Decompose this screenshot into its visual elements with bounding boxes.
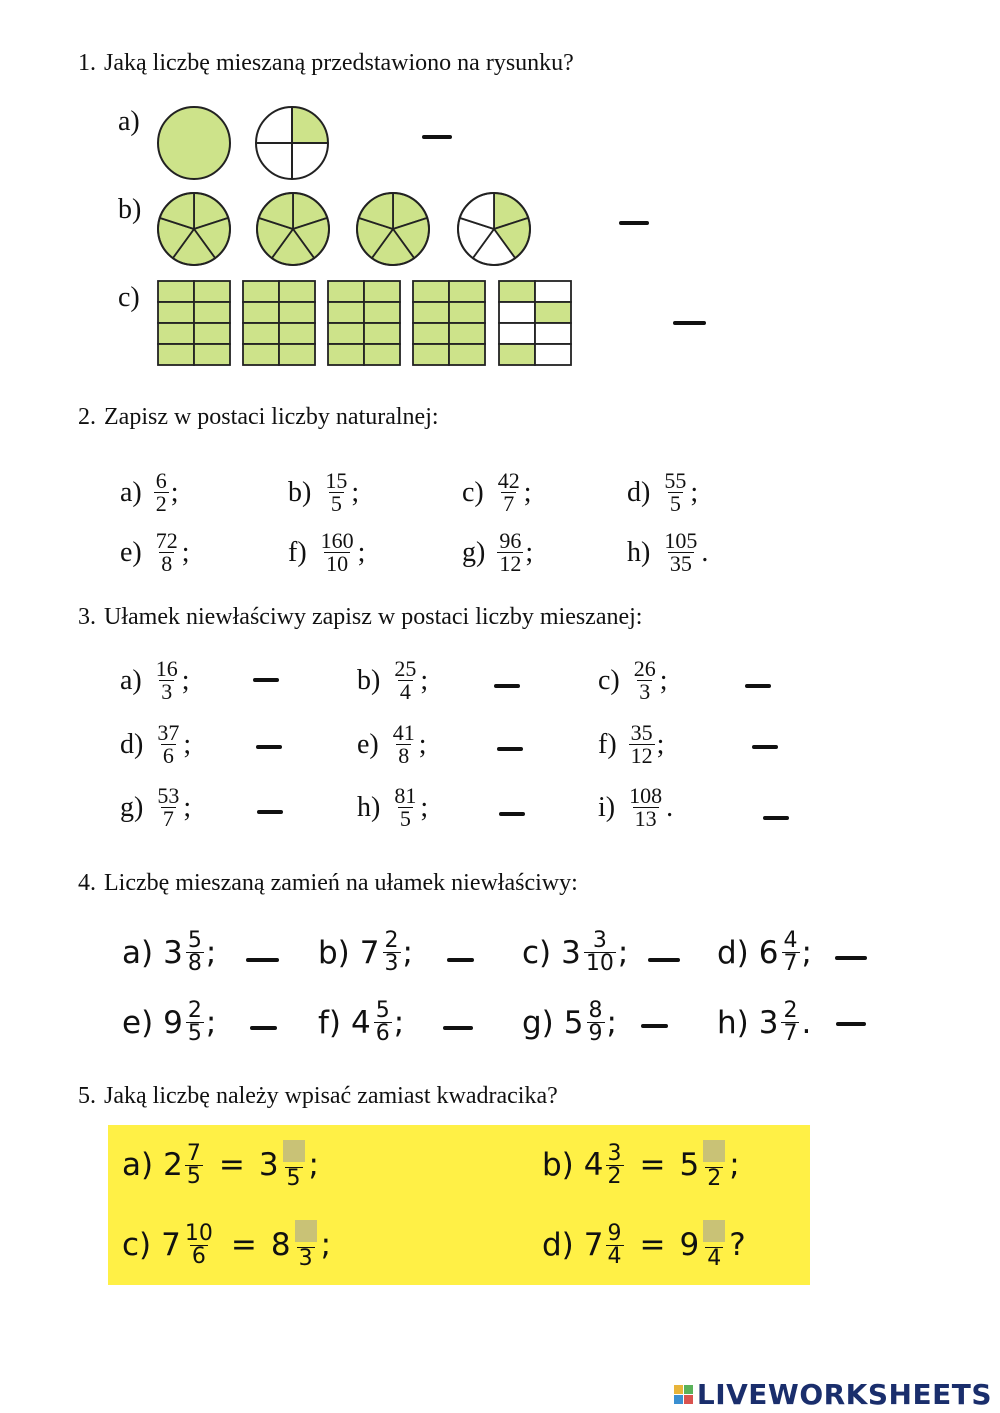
q5-item-end: ? — [729, 1227, 746, 1263]
q2-item-end: ; — [525, 536, 534, 568]
q2-item-numerator: 105 — [664, 528, 698, 553]
q3-item-letter: e) — [357, 728, 379, 760]
q5-item-fraction — [183, 1220, 215, 1269]
q3-item-denominator: 6 — [162, 743, 174, 768]
q5-missing-square-input[interactable] — [295, 1220, 317, 1242]
question-4-title: 4. Liczbę mieszaną zamień na ułamek niewłaściwy: — [78, 870, 578, 896]
q3-item-g — [120, 785, 191, 830]
q2-item-fraction — [497, 530, 523, 575]
q2-item-fraction — [662, 470, 688, 515]
q1-label-c: c) — [118, 282, 140, 313]
q5-missing-square-input[interactable] — [283, 1140, 305, 1162]
q4-item-letter: f) — [318, 1004, 342, 1041]
q5-item-denominator: 4 — [607, 1243, 622, 1269]
q4-item-fraction — [781, 1000, 799, 1045]
q5-item-missing-numerator — [281, 1140, 307, 1167]
q3-item-denominator: 5 — [399, 806, 411, 831]
q5-item-end: ; — [308, 1147, 319, 1183]
q3-item-end: ; — [418, 728, 427, 760]
q4-item-denominator: 7 — [783, 951, 798, 976]
q4-item-end: ; — [393, 1004, 405, 1041]
q1a-full-circle — [158, 107, 230, 179]
q4-item-letter: e) — [122, 1004, 154, 1041]
q5-item-equals: = — [639, 1227, 666, 1263]
q2-item-h — [627, 530, 708, 575]
q3-item-letter: g) — [120, 791, 144, 823]
q2-item-fraction — [154, 530, 180, 575]
q4-item-denominator: 10 — [585, 951, 614, 976]
liveworksheets-logo-icon — [674, 1385, 693, 1404]
q2-item-fraction — [154, 470, 169, 515]
q4-item-end: . — [801, 1004, 812, 1041]
q3-item-letter: h) — [357, 791, 381, 823]
q4-answer-blank-d[interactable] — [835, 956, 867, 960]
q3-item-denominator: 7 — [162, 806, 174, 831]
q4-answer-blank-b[interactable] — [447, 958, 474, 962]
q2-item-fraction — [496, 470, 522, 515]
q5-item-missing-numerator — [701, 1140, 727, 1167]
q5-item-b — [542, 1140, 740, 1190]
q3-item-denominator: 3 — [161, 679, 173, 704]
q1c-rectangles — [158, 281, 571, 365]
q3-answer-blank-a[interactable] — [253, 678, 279, 682]
q4-answer-blank-c[interactable] — [648, 958, 680, 962]
q2-item-end: . — [701, 536, 709, 568]
q2-item-end: ; — [181, 536, 190, 568]
q3-item-end: ; — [420, 664, 429, 696]
q4-item-b — [318, 930, 413, 975]
q2-item-end: ; — [351, 476, 360, 508]
q2-item-end: ; — [170, 476, 179, 508]
q2-item-numerator: 96 — [499, 528, 522, 553]
q3-item-denominator: 8 — [398, 743, 410, 768]
q3-item-letter: c) — [598, 664, 620, 696]
q4-item-letter: d) — [717, 934, 749, 971]
q5-item-result-fraction — [293, 1220, 319, 1270]
q2-item-numerator: 55 — [664, 468, 687, 493]
q3-item-numerator: 41 — [392, 720, 415, 745]
q4-item-letter: b) — [318, 934, 350, 971]
q5-item-result-denominator: 3 — [298, 1246, 313, 1271]
q5-item-letter: d) — [542, 1227, 574, 1263]
q3-item-fraction — [632, 658, 658, 703]
liveworksheets-logo: LIVEWORKSHEETS — [674, 1378, 992, 1411]
q4-item-numerator: 8 — [588, 998, 603, 1023]
q4-item-whole: 3 — [163, 934, 183, 971]
q2-item-letter: f) — [288, 536, 307, 568]
question-1-title: 1. Jaką liczbę mieszaną przedstawiono na rysunku? — [78, 50, 574, 76]
q1c-rect-1 — [158, 281, 230, 365]
q3-answer-blank-e[interactable] — [497, 747, 523, 751]
q3-item-end: ; — [183, 728, 192, 760]
q2-item-f — [288, 530, 365, 575]
q3-item-d — [120, 722, 191, 767]
q5-item-d — [542, 1220, 746, 1270]
q3-item-numerator: 37 — [157, 720, 180, 745]
q5-item-denominator: 5 — [186, 1163, 201, 1189]
q2-item-denominator: 7 — [503, 491, 515, 516]
q3-item-denominator: 13 — [634, 806, 657, 831]
q5-item-end: ; — [729, 1147, 740, 1183]
q1c-answer-blank[interactable] — [673, 321, 706, 325]
q3-item-fraction — [155, 785, 181, 830]
q1b-circle-2 — [257, 193, 329, 265]
q5-item-whole: 7 — [161, 1227, 181, 1263]
q3-item-a — [120, 658, 190, 703]
q5-item-denominator: 6 — [191, 1243, 206, 1269]
q4-item-g — [522, 1000, 617, 1045]
q5-item-letter: c) — [122, 1227, 152, 1263]
q5-item-whole: 4 — [583, 1147, 604, 1183]
q1b-circle-1 — [158, 193, 230, 265]
q3-item-fraction — [392, 785, 418, 830]
q4-item-fraction — [186, 930, 204, 975]
q2-item-numerator: 15 — [325, 468, 348, 493]
q2-item-letter: e) — [120, 536, 142, 568]
q5-item-equals: = — [230, 1227, 257, 1263]
q1a-quarter-circle — [256, 107, 328, 179]
q5-item-numerator: 10 — [184, 1220, 213, 1246]
q4-item-fraction — [383, 930, 401, 975]
q3-item-end: ; — [659, 664, 668, 696]
q2-item-letter: g) — [462, 536, 486, 568]
q4-item-end: ; — [205, 934, 217, 971]
q4-item-whole: 5 — [563, 1004, 584, 1041]
q3-item-b — [357, 658, 428, 703]
q5-missing-square-input[interactable] — [703, 1140, 725, 1162]
q3-item-fraction — [392, 658, 418, 703]
q3-item-fraction — [154, 658, 180, 703]
q2-item-a — [120, 470, 179, 515]
q3-answer-blank-c[interactable] — [745, 684, 771, 688]
q3-item-h — [357, 785, 428, 830]
q3-item-numerator: 26 — [633, 656, 656, 681]
q5-item-numerator: 7 — [186, 1140, 201, 1166]
q2-item-denominator: 35 — [669, 551, 692, 576]
q5-item-numerator: 9 — [607, 1220, 622, 1246]
q3-item-denominator: 3 — [639, 679, 651, 704]
q3-item-fraction — [155, 722, 181, 767]
q5-item-result-whole: 3 — [258, 1147, 279, 1183]
q3-answer-blank-h[interactable] — [499, 812, 525, 816]
q1c-rect-5 — [499, 281, 571, 365]
q4-item-whole: 9 — [163, 1004, 183, 1041]
q1-figures — [0, 0, 1000, 380]
q2-item-end: ; — [690, 476, 699, 508]
q2-item-g — [462, 530, 533, 575]
q5-missing-square-input[interactable] — [703, 1220, 725, 1242]
q5-item-whole: 2 — [163, 1147, 183, 1183]
q2-item-letter: h) — [627, 536, 651, 568]
q5-item-result-whole: 8 — [270, 1227, 291, 1263]
q5-item-letter: a) — [122, 1147, 154, 1183]
q3-item-letter: d) — [120, 728, 144, 760]
q4-item-numerator: 4 — [783, 928, 798, 953]
q2-item-denominator: 12 — [499, 551, 522, 576]
q5-item-denominator: 2 — [607, 1163, 622, 1189]
q3-answer-blank-b[interactable] — [494, 684, 520, 688]
q5-item-whole: 7 — [583, 1227, 604, 1263]
q2-item-fraction — [323, 470, 349, 515]
q3-item-fraction — [629, 722, 655, 767]
q2-item-numerator: 6 — [155, 468, 167, 493]
q4-item-fraction — [782, 930, 800, 975]
q4-item-numerator: 2 — [783, 998, 798, 1023]
q1c-rect-3 — [328, 281, 400, 365]
q3-item-end: ; — [183, 791, 192, 823]
q2-item-b — [288, 470, 359, 515]
q3-item-fraction — [391, 722, 417, 767]
q2-item-c — [462, 470, 532, 515]
q5-item-result-denominator: 2 — [707, 1166, 722, 1191]
q4-item-whole: 3 — [561, 934, 581, 971]
q2-item-numerator: 42 — [497, 468, 520, 493]
question-3-title: 3. Ułamek niewłaściwy zapisz w postaci liczby mieszanej: — [78, 604, 643, 630]
q5-item-result-denominator: 5 — [286, 1166, 301, 1191]
q5-item-missing-numerator — [293, 1220, 319, 1247]
q3-item-letter: f) — [598, 728, 617, 760]
q4-item-whole: 7 — [359, 934, 380, 971]
q4-item-denominator: 7 — [783, 1021, 798, 1046]
q4-item-fraction — [584, 930, 616, 975]
q4-item-denominator: 9 — [588, 1021, 603, 1046]
q4-answer-blank-e[interactable] — [250, 1026, 277, 1030]
q4-item-denominator: 8 — [187, 951, 202, 976]
q4-item-end: ; — [801, 934, 812, 971]
q4-answer-blank-f[interactable] — [443, 1026, 473, 1030]
q4-item-h — [717, 1000, 811, 1045]
q5-item-fraction — [606, 1140, 624, 1189]
q2-item-letter: d) — [627, 476, 651, 508]
q3-item-f — [598, 722, 664, 767]
q2-item-letter: c) — [462, 476, 484, 508]
q1b-pentagon-circles — [158, 193, 530, 265]
q5-item-result-fraction — [701, 1220, 727, 1270]
q4-item-letter: a) — [122, 934, 154, 971]
q4-item-a — [122, 930, 216, 975]
q3-item-numerator: 16 — [155, 656, 178, 681]
q3-item-numerator: 25 — [394, 656, 417, 681]
q5-item-result-denominator: 4 — [707, 1246, 722, 1271]
q4-item-end: ; — [402, 934, 413, 971]
q4-item-whole: 3 — [758, 1004, 779, 1041]
q3-item-fraction — [627, 785, 664, 830]
question-2-title: 2. Zapisz w postaci liczby naturalnej: — [78, 404, 439, 430]
q3-answer-blank-f[interactable] — [752, 745, 778, 749]
q3-answer-blank-g[interactable] — [257, 810, 283, 814]
q5-item-result-fraction — [701, 1140, 727, 1190]
q3-item-end: . — [666, 791, 674, 823]
q5-item-fraction — [606, 1220, 624, 1269]
q3-item-i — [598, 785, 673, 830]
q1c-rect-2 — [243, 281, 315, 365]
q2-item-letter: b) — [288, 476, 312, 508]
q2-item-denominator: 5 — [669, 491, 681, 516]
q4-item-fraction — [374, 1000, 392, 1045]
q2-item-e — [120, 530, 190, 575]
q1a-answer-blank[interactable] — [422, 135, 452, 139]
q4-item-letter: c) — [522, 934, 552, 971]
q3-item-numerator: 35 — [630, 720, 653, 745]
q2-item-d — [627, 470, 698, 515]
q3-item-numerator: 108 — [629, 783, 663, 808]
q3-item-end: ; — [420, 791, 429, 823]
q5-item-letter: b) — [542, 1147, 574, 1183]
q5-item-fraction — [185, 1140, 203, 1189]
q3-item-numerator: 53 — [157, 783, 180, 808]
q4-item-whole: 6 — [758, 934, 779, 971]
q3-item-letter: i) — [598, 791, 616, 823]
q4-item-c — [522, 930, 628, 975]
q4-item-d — [717, 930, 812, 975]
q1b-circle-4 — [458, 193, 530, 265]
q3-item-denominator: 12 — [630, 743, 653, 768]
q4-item-end: ; — [606, 1004, 617, 1041]
q5-item-equals: = — [218, 1147, 245, 1183]
q4-answer-blank-a[interactable] — [246, 958, 279, 962]
q1-label-b: b) — [118, 194, 142, 225]
q5-item-result-whole: 5 — [679, 1147, 700, 1183]
q4-item-letter: g) — [522, 1004, 554, 1041]
q3-item-end: ; — [656, 728, 665, 760]
q2-item-numerator: 72 — [155, 528, 178, 553]
q3-answer-blank-d[interactable] — [256, 745, 282, 749]
q4-item-fraction — [587, 1000, 605, 1045]
q5-item-numerator: 3 — [607, 1140, 622, 1166]
q4-item-denominator: 6 — [375, 1021, 390, 1046]
q3-item-end: ; — [181, 664, 190, 696]
q5-item-a — [122, 1140, 319, 1190]
q4-item-denominator: 5 — [187, 1021, 202, 1046]
q4-item-numerator: 2 — [384, 928, 399, 953]
q4-item-fraction — [186, 1000, 204, 1045]
q3-item-letter: b) — [357, 664, 381, 696]
q5-item-c — [122, 1220, 331, 1270]
q4-answer-blank-g[interactable] — [641, 1024, 668, 1028]
q4-item-whole: 4 — [351, 1004, 371, 1041]
q5-item-result-fraction — [281, 1140, 307, 1190]
q4-item-numerator: 5 — [187, 928, 202, 953]
q4-item-numerator: 3 — [592, 928, 607, 953]
q4-item-letter: h) — [717, 1004, 749, 1041]
question-5-title: 5. Jaką liczbę należy wpisać zamiast kwadracika? — [78, 1083, 558, 1109]
q4-item-numerator: 2 — [187, 998, 202, 1023]
q3-item-letter: a) — [120, 664, 142, 696]
q1b-circle-3 — [357, 193, 429, 265]
q4-item-denominator: 3 — [384, 951, 399, 976]
q5-item-missing-numerator — [701, 1220, 727, 1247]
q1-label-a: a) — [118, 106, 140, 137]
q4-item-f — [318, 1000, 404, 1045]
q4-item-e — [122, 1000, 216, 1045]
q2-item-letter: a) — [120, 476, 142, 508]
q5-item-end: ; — [320, 1227, 332, 1263]
q3-item-e — [357, 722, 427, 767]
q4-item-end: ; — [617, 934, 629, 971]
q5-item-equals: = — [639, 1147, 666, 1183]
q2-item-denominator: 8 — [161, 551, 173, 576]
q4-item-end: ; — [205, 1004, 217, 1041]
q1c-rect-4 — [413, 281, 485, 365]
q2-item-denominator: 2 — [155, 491, 167, 516]
q4-item-numerator: 5 — [375, 998, 390, 1023]
q3-item-denominator: 4 — [399, 679, 411, 704]
q5-item-result-whole: 9 — [679, 1227, 700, 1263]
q4-answer-blank-h[interactable] — [836, 1022, 866, 1026]
q2-item-numerator: 160 — [320, 528, 354, 553]
q3-item-c — [598, 658, 668, 703]
q2-item-fraction — [662, 530, 699, 575]
q2-item-denominator: 5 — [330, 491, 342, 516]
q3-answer-blank-i[interactable] — [763, 816, 789, 820]
q1b-answer-blank[interactable] — [619, 221, 649, 225]
q2-item-denominator: 10 — [326, 551, 349, 576]
q3-item-numerator: 81 — [394, 783, 417, 808]
q2-item-end: ; — [523, 476, 532, 508]
q2-item-fraction — [319, 530, 356, 575]
q2-item-end: ; — [357, 536, 366, 568]
